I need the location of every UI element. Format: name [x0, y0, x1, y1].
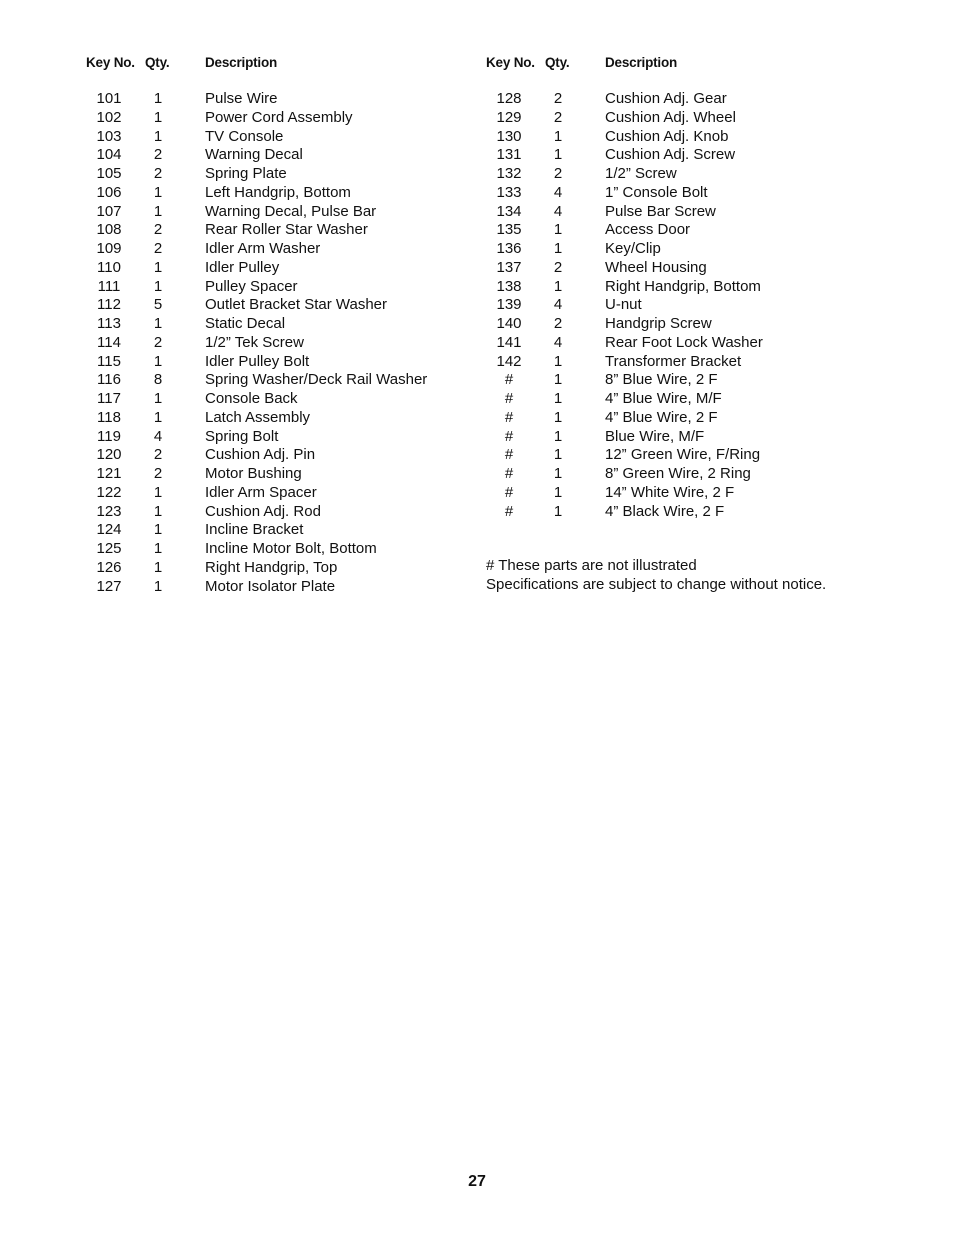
part-description: Warning Decal [205, 146, 303, 164]
part-description: Latch Assembly [205, 408, 311, 426]
part-row [86, 278, 506, 297]
key-number: # [504, 371, 514, 389]
description-header: Description [205, 55, 278, 70]
key-number: 138 [496, 277, 522, 295]
quantity: 2 [153, 165, 163, 182]
part-description: Outlet Bracket Star Washer [205, 296, 388, 314]
part-description: Pulse Bar Screw [605, 202, 716, 220]
part-row [86, 146, 506, 165]
part-row [86, 503, 506, 522]
part-description: Idler Arm Washer [205, 240, 321, 257]
part-description: 8” Green Wire, 2 Ring [605, 465, 751, 482]
part-description: Incline Bracket [205, 521, 304, 539]
part-description: Left Handgrip, Bottom [205, 183, 351, 201]
quantity: 1 [153, 258, 163, 276]
key-number: # [504, 502, 514, 520]
quantity: 2 [153, 333, 163, 351]
parts-list-left [86, 53, 506, 596]
key-number: 115 [97, 352, 121, 370]
part-description: TV Console [205, 127, 284, 145]
key-number: # [504, 408, 514, 426]
part-row [86, 90, 506, 109]
quantity: 2 [153, 465, 163, 482]
part-row [486, 428, 926, 447]
key-number: 126 [96, 558, 122, 576]
footnotes [486, 557, 826, 595]
quantity: 1 [153, 315, 163, 332]
part-row [486, 165, 926, 184]
part-description: 4” Blue Wire, 2 F [605, 408, 718, 426]
part-description: Cushion Adj. Rod [205, 502, 321, 520]
quantity: 1 [553, 408, 563, 426]
part-row [486, 503, 926, 522]
key-number: 104 [96, 146, 122, 164]
part-description: Blue Wire, M/F [605, 427, 705, 445]
part-description: 12” Green Wire, F/Ring [605, 446, 761, 464]
key-number: 139 [496, 296, 522, 314]
key-number: 136 [496, 240, 522, 257]
part-description: Wheel Housing [605, 258, 707, 276]
part-row [486, 409, 926, 428]
part-description: Spring Bolt [205, 427, 279, 445]
part-row [86, 128, 506, 147]
part-row [86, 334, 506, 353]
part-description: Idler Pulley Bolt [205, 352, 310, 370]
part-row [86, 203, 506, 222]
quantity: 1 [153, 558, 163, 576]
key-number: # [504, 427, 514, 445]
part-description: Console Back [205, 390, 298, 407]
parts-rows [86, 90, 506, 596]
part-description: 4” Black Wire, 2 F [605, 502, 725, 520]
key-number: 102 [96, 108, 122, 126]
part-row [86, 578, 506, 597]
part-row [486, 203, 926, 222]
quantity: 1 [553, 277, 563, 295]
part-description: 1/2” Screw [605, 165, 677, 182]
part-description: Access Door [605, 221, 691, 239]
part-description: Cushion Adj. Gear [605, 90, 727, 107]
part-description: 1/2” Tek Screw [205, 333, 304, 351]
key-number: 122 [96, 483, 122, 501]
key-number: 125 [96, 540, 122, 557]
part-description: Right Handgrip, Bottom [605, 277, 761, 295]
quantity: 1 [153, 127, 163, 145]
part-row [86, 484, 506, 503]
quantity: 1 [553, 352, 563, 370]
part-description: 8” Blue Wire, 2 F [605, 371, 718, 389]
part-row [86, 540, 506, 559]
part-description: Spring Plate [205, 165, 287, 182]
part-description: Cushion Adj. Wheel [605, 108, 736, 126]
part-description: Motor Isolator Plate [205, 577, 336, 595]
part-row [86, 221, 506, 240]
part-description: Right Handgrip, Top [205, 558, 338, 576]
part-description: Handgrip Screw [605, 315, 712, 332]
quantity: 2 [553, 258, 563, 276]
key-number: 121 [96, 465, 122, 482]
part-row [86, 259, 506, 278]
key-number: 106 [96, 183, 122, 201]
quantity: 1 [153, 408, 163, 426]
key-number: 119 [97, 427, 121, 445]
part-row [86, 240, 506, 259]
part-row [486, 109, 926, 128]
quantity: 2 [153, 146, 163, 164]
part-row [486, 184, 926, 203]
key-number: 101 [96, 90, 122, 107]
quantity: 1 [153, 540, 163, 557]
key-number: # [504, 465, 514, 482]
part-row [486, 146, 926, 165]
key-number: 135 [496, 221, 522, 239]
key-number: 134 [496, 202, 522, 220]
parts-rows [486, 90, 926, 521]
key-number: 103 [96, 127, 122, 145]
part-row [86, 165, 506, 184]
part-row [486, 465, 926, 484]
part-description: Transformer Bracket [605, 352, 742, 370]
quantity: 8 [153, 371, 163, 389]
part-description: 14” White Wire, 2 F [605, 483, 735, 501]
part-description: Cushion Adj. Pin [205, 446, 316, 464]
key-number: 132 [496, 165, 522, 182]
part-row [86, 184, 506, 203]
quantity: 1 [153, 183, 163, 201]
quantity: 4 [553, 296, 563, 314]
qty-header: Qty. [145, 55, 170, 70]
key-number: # [504, 483, 514, 501]
quantity: 1 [153, 483, 163, 501]
quantity: 5 [153, 296, 163, 314]
quantity: 2 [153, 240, 163, 257]
part-description: Idler Pulley [205, 258, 280, 276]
key-no-header: Key No. [86, 55, 135, 70]
part-description: Pulse Wire [205, 90, 278, 107]
quantity: 4 [153, 427, 163, 445]
quantity: 4 [553, 183, 563, 201]
part-description: Rear Roller Star Washer [205, 221, 368, 239]
quantity: 4 [553, 202, 563, 220]
key-number: 109 [96, 240, 122, 257]
key-number: 112 [97, 296, 121, 314]
key-number: 127 [96, 577, 122, 595]
part-row [86, 521, 506, 540]
quantity: 4 [553, 333, 563, 351]
key-no-header: Key No. [486, 55, 535, 70]
part-description: Static Decal [205, 315, 286, 332]
key-number: 113 [97, 315, 121, 332]
part-description: Motor Bushing [205, 465, 302, 482]
key-number: 120 [96, 446, 122, 464]
quantity: 1 [553, 446, 563, 464]
key-number: 137 [496, 258, 522, 276]
part-row [86, 315, 506, 334]
key-number: 116 [97, 371, 121, 389]
key-number: 133 [496, 183, 522, 201]
part-description: Incline Motor Bolt, Bottom [205, 540, 377, 557]
part-row [486, 371, 926, 390]
key-number: 140 [496, 315, 522, 332]
quantity: 1 [153, 390, 163, 407]
qty-header: Qty. [545, 55, 570, 70]
part-description: Key/Clip [605, 240, 661, 257]
part-row [86, 446, 506, 465]
key-number: 107 [96, 202, 122, 220]
part-description: Warning Decal, Pulse Bar [205, 202, 377, 220]
quantity: 1 [553, 483, 563, 501]
quantity: 1 [553, 240, 563, 257]
part-row [86, 428, 506, 447]
quantity: 1 [553, 427, 563, 445]
part-row [486, 128, 926, 147]
quantity: 1 [153, 90, 163, 107]
parts-list-right [486, 53, 926, 521]
key-number: 110 [97, 258, 121, 276]
part-row [486, 278, 926, 297]
quantity: 1 [153, 352, 163, 370]
key-number: 124 [96, 521, 122, 539]
part-description: Rear Foot Lock Washer [605, 333, 763, 351]
key-number: 108 [96, 221, 122, 239]
part-description: Cushion Adj. Screw [605, 146, 736, 164]
key-number: 118 [97, 408, 121, 426]
quantity: 1 [553, 221, 563, 239]
description-header: Description [605, 55, 678, 70]
part-description: 1” Console Bolt [605, 183, 708, 201]
part-row [86, 371, 506, 390]
part-description: U-nut [605, 296, 642, 314]
column-headers [486, 53, 926, 73]
part-row [86, 465, 506, 484]
part-row [86, 353, 506, 372]
key-number: 130 [496, 127, 522, 145]
part-row [486, 353, 926, 372]
quantity: 1 [553, 127, 563, 145]
key-number: 142 [496, 352, 522, 370]
part-row [86, 409, 506, 428]
quantity: 1 [153, 108, 163, 126]
not-illustrated-note: # These parts are not illustrated [486, 557, 697, 574]
part-row [486, 446, 926, 465]
part-row [486, 259, 926, 278]
part-description: Power Cord Assembly [205, 108, 353, 126]
part-row [486, 221, 926, 240]
quantity: 2 [553, 90, 563, 107]
quantity: 2 [553, 315, 563, 332]
quantity: 1 [553, 146, 563, 164]
part-row [486, 390, 926, 409]
page-number: 27 [468, 1173, 486, 1190]
part-row [86, 390, 506, 409]
quantity: 2 [153, 446, 163, 464]
key-number: 111 [97, 277, 121, 295]
key-number: 131 [496, 146, 522, 164]
quantity: 1 [553, 465, 563, 482]
key-number: # [504, 446, 514, 464]
part-row [86, 296, 506, 315]
quantity: 2 [153, 221, 163, 239]
part-row [486, 240, 926, 259]
part-description: Cushion Adj. Knob [605, 127, 729, 145]
quantity: 1 [553, 390, 563, 407]
part-row [486, 296, 926, 315]
part-description: Pulley Spacer [205, 277, 298, 295]
part-row [86, 559, 506, 578]
quantity: 1 [153, 202, 163, 220]
quantity: 1 [153, 277, 163, 295]
quantity: 1 [153, 521, 163, 539]
key-number: 117 [97, 390, 121, 407]
key-number: 129 [496, 108, 522, 126]
part-description: Idler Arm Spacer [205, 483, 317, 501]
part-description: Spring Washer/Deck Rail Washer [205, 371, 428, 389]
key-number: # [504, 390, 514, 407]
quantity: 1 [553, 502, 563, 520]
part-description: 4” Blue Wire, M/F [605, 390, 722, 407]
part-row [486, 90, 926, 109]
quantity: 1 [153, 577, 163, 595]
specifications-note: Specifications are subject to change without notice. [486, 575, 827, 593]
quantity: 2 [553, 165, 563, 182]
quantity: 1 [153, 502, 163, 520]
key-number: 128 [496, 90, 522, 107]
key-number: 105 [96, 165, 122, 182]
part-row [486, 315, 926, 334]
column-headers [86, 53, 506, 73]
key-number: 114 [97, 333, 121, 351]
key-number: 123 [96, 502, 122, 520]
part-row [86, 109, 506, 128]
quantity: 1 [553, 371, 563, 389]
part-row [486, 484, 926, 503]
part-row [486, 334, 926, 353]
key-number: 141 [496, 333, 522, 351]
quantity: 2 [553, 108, 563, 126]
